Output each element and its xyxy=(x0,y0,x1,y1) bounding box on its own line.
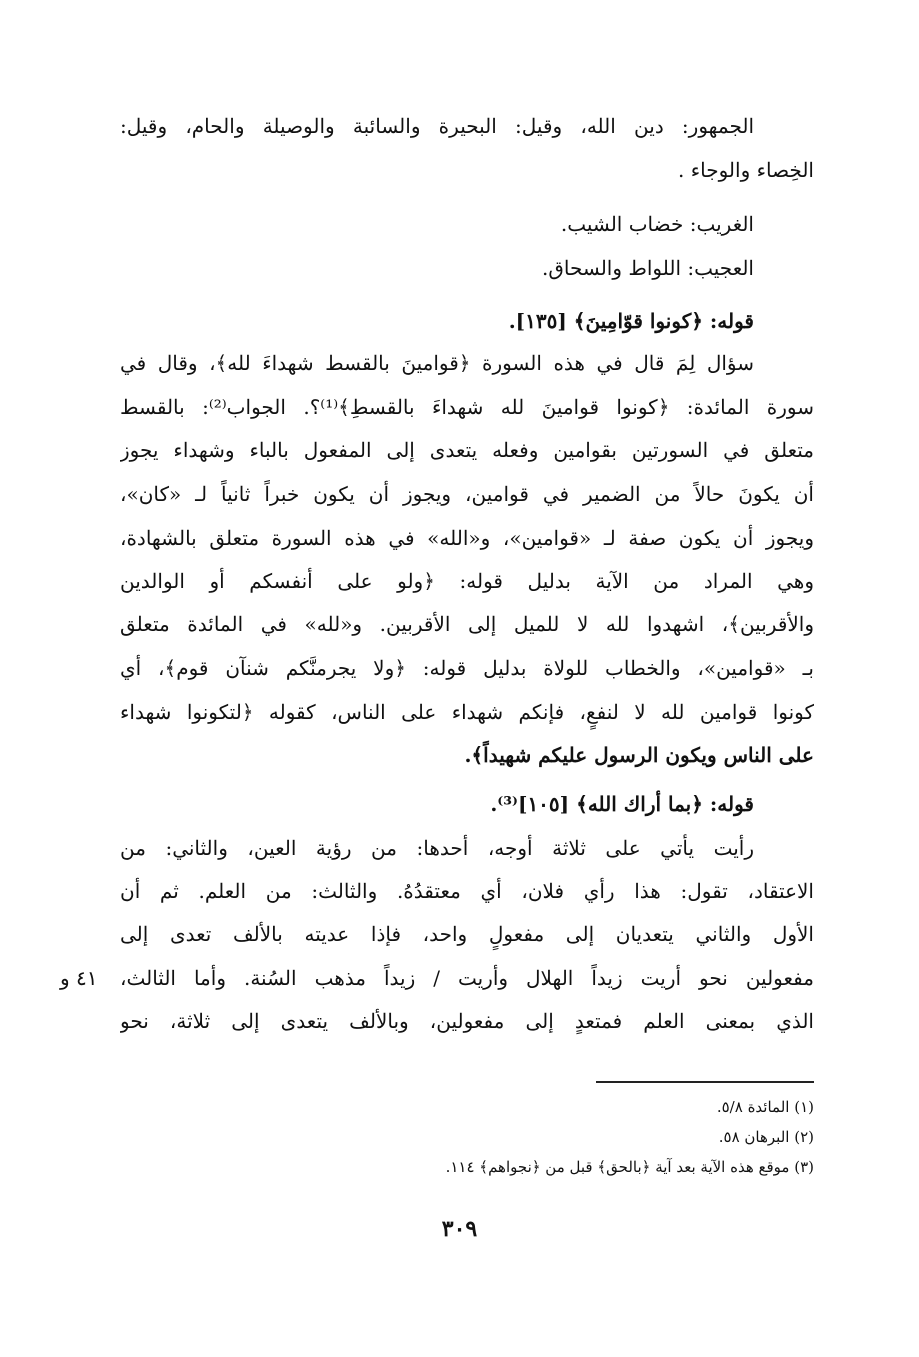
paragraph-2-line-8: بـ «قوامين»، والخطاب للولاة بدليل قوله: ﴿ولا يجرمنَّكم شنآن قوم﴾، أي xyxy=(120,656,814,680)
paragraph-3-line-5: الذي بمعنى العلم فمتعدٍ إلى مفعولين، وبالألف يتعدى إلى ثلاثة، نحو xyxy=(120,1009,814,1033)
paragraph-3-line-3: الأول والثاني يتعديان إلى مفعولٍ واحد، فإذا عديته بالألف تعدى إلى xyxy=(120,922,814,946)
page-number: ٣٠٩ xyxy=(441,1216,478,1242)
paragraph-3-line-4: مفعولين نحو أريت زيداً الهلال وأريت / زيداً مذهب السُنة. وأما الثالث، xyxy=(120,966,814,990)
paragraph-2-line-10: على الناس ويكون الرسول عليكم شهيداً﴾. xyxy=(464,743,814,767)
paragraph-2-line-3: متعلق في السورتين بقوامين وفعله يتعدى إلى المفعول بالباء وشهداء يجوز xyxy=(120,438,814,462)
paragraph-2-line-6: وهي المراد من الآية بدليل قوله: ﴿ولو على أنفسكم أو الوالدين xyxy=(120,569,814,593)
paragraph-2-line-9: كونوا قوامين لله لا لنفعٍ، فإنكم شهداء على الناس، كقوله ﴿لتكونوا شهداء xyxy=(120,700,814,724)
footnote-2: (٢) البرهان ٥٨. xyxy=(718,1128,814,1146)
footnote-divider xyxy=(596,1081,814,1083)
paragraph-1-line-1: الجمهور: دين الله، وقيل: البحيرة والسائبة والوصيلة والحام، وقيل: xyxy=(120,114,754,138)
folio-margin-note: ٤١ و xyxy=(60,966,98,990)
paragraph-1-line-2: الخِصاء والوجاء . xyxy=(678,158,814,182)
paragraph-3-line-1: رأيت يأتي على ثلاثة أوجه، أحدها: من رؤية العين، والثاني: من xyxy=(120,836,754,860)
paragraph-2-line-4: أن يكونَ حالاً من الضمير في قوامين، ويجوز أن يكون خبراً ثانياً لـ «كان»، xyxy=(120,482,814,506)
footnote-3: (٣) موقع هذه الآية بعد آية ﴿بالحق﴾ قبل من ﴿نجواهم﴾ ١١٤. xyxy=(445,1158,814,1176)
verse-heading-105: قوله: ﴿بما أراك الله﴾ [١٠٥]⁽³⁾. xyxy=(490,792,754,816)
paragraph-3-line-2: الاعتقاد، تقول: هذا رأي فلان، أي معتقدُهُ. والثالث: من العلم. ثم أن xyxy=(120,879,814,903)
paragraph-2-line-2: سورة المائدة: ﴿كونوا قوامينَ لله شهداءَ بالقسطِ﴾⁽¹⁾؟. الجواب⁽²⁾: بالقسط xyxy=(120,395,814,419)
gharib-definition: الغريب: خضاب الشيب. xyxy=(560,212,754,236)
paragraph-2-line-1: سؤال لِمَ قال في هذه السورة ﴿قوامينَ بالقسط شهداءَ لله﴾، وقال في xyxy=(120,351,754,375)
verse-heading-135: قوله: ﴿كونوا قوّامِينَ﴾ [١٣٥]. xyxy=(508,309,754,333)
paragraph-2-line-7: والأقربين﴾، اشهدوا لله لا للميل إلى الأقربين. و«لله» في المائدة متعلق xyxy=(120,612,814,636)
paragraph-2-line-5: ويجوز أن يكون صفة لـ «قوامين»، و«الله» في هذه السورة متعلق بالشهادة، xyxy=(120,526,814,550)
ajib-definition: العجيب: اللواط والسحاق. xyxy=(541,256,754,280)
footnote-1: (١) المائدة ٥/٨. xyxy=(716,1098,814,1116)
